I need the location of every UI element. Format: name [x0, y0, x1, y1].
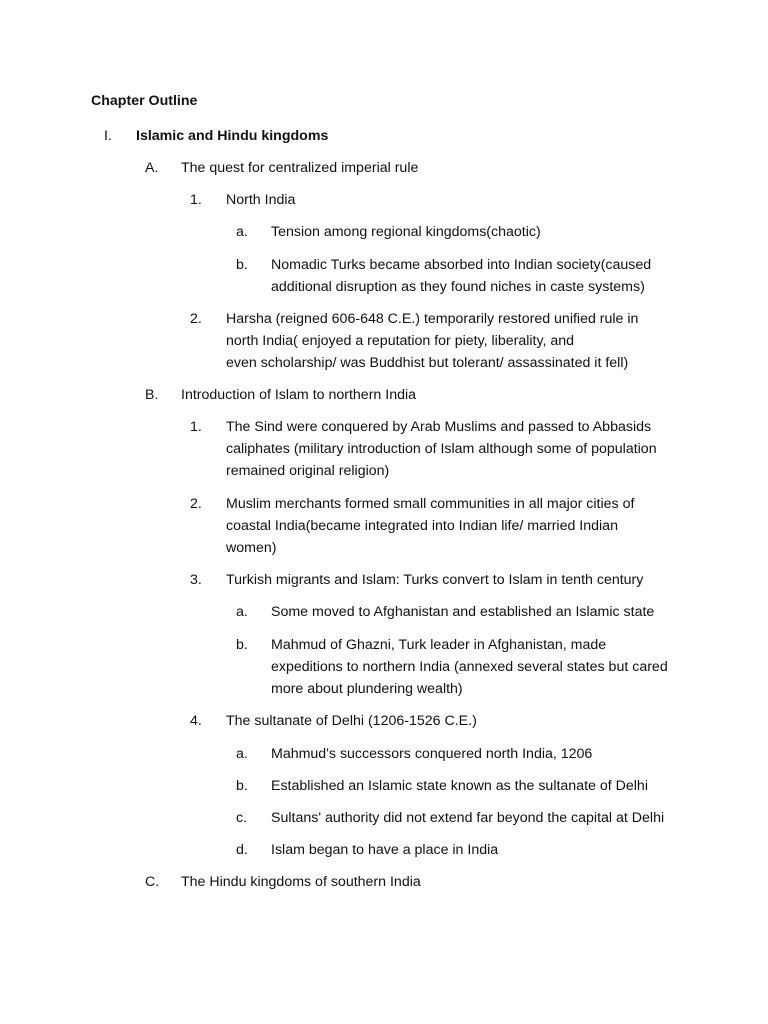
outline-text-line: Sultans' authority did not extend far beyond the capital at Delhi — [271, 810, 665, 826]
outline-marker: 3. — [190, 572, 202, 588]
outline-marker: b. — [236, 257, 248, 273]
outline-text — [226, 493, 696, 559]
outline-text-line: The Sind were conquered by Arab Muslims and passed to Abbasids — [226, 419, 652, 435]
outline-text — [271, 254, 699, 298]
outline-marker: C. — [145, 874, 160, 890]
outline-marker: b. — [236, 778, 248, 794]
outline-text-line: Mahmud of Ghazni, Turk leader in Afghanistan, made — [271, 637, 607, 653]
outline-text — [271, 775, 699, 797]
outline-text — [181, 157, 701, 179]
outline-text — [181, 871, 701, 893]
outline-marker: a. — [236, 746, 248, 762]
outline-text — [226, 189, 696, 211]
outline-text-line: The quest for centralized imperial rule — [181, 160, 419, 176]
outline-text-line: The Hindu kingdoms of southern India — [181, 874, 421, 890]
outline-text — [271, 634, 699, 700]
outline-text — [271, 743, 699, 765]
outline-text-line: Turkish migrants and Islam: Turks convert to Islam in tenth century — [226, 572, 644, 588]
outline-text-line: more about plundering wealth) — [271, 681, 463, 697]
outline-marker: b. — [236, 637, 248, 653]
outline-text-line: Harsha (reigned 606-648 C.E.) temporarily restored unified rule in — [226, 311, 639, 327]
outline-text — [271, 601, 699, 623]
outline-text — [271, 221, 699, 243]
outline-text — [271, 839, 699, 861]
outline-text-line: even scholarship/ was Buddhist but tolerant/ assassinated it fell) — [226, 355, 629, 371]
outline-text-line: additional disruption as they found niches in caste systems) — [271, 279, 645, 295]
outline-marker: I. — [104, 128, 112, 144]
outline-text-line: Established an Islamic state known as the sultanate of Delhi — [271, 778, 648, 794]
outline-text — [226, 710, 696, 732]
outline-text-line: Tension among regional kingdoms(chaotic) — [271, 224, 541, 240]
outline-text-line: Some moved to Afghanistan and established an Islamic state — [271, 604, 655, 620]
outline-marker: 2. — [190, 311, 202, 327]
outline-marker: a. — [236, 604, 248, 620]
outline-text-line: north India( enjoyed a reputation for piety, liberality, and — [226, 333, 575, 349]
outline-text-line: Mahmud's successors conquered north India, 1206 — [271, 746, 593, 762]
outline-text — [226, 308, 696, 374]
outline-text-line: North India — [226, 192, 296, 208]
outline-text-line: The sultanate of Delhi (1206-1526 C.E.) — [226, 713, 477, 729]
outline-text — [136, 125, 696, 147]
outline-marker: a. — [236, 224, 248, 240]
outline-text-line: expeditions to northern India (annexed several states but cared — [271, 659, 668, 675]
outline-text-line: Islamic and Hindu kingdoms — [136, 128, 329, 144]
outline-marker: c. — [236, 810, 248, 826]
outline-text-line: Islam began to have a place in India — [271, 842, 499, 858]
outline-text-line: coastal India(became integrated into Indian life/ married Indian — [226, 518, 618, 534]
outline-marker: 2. — [190, 496, 202, 512]
outline-text-line: Nomadic Turks became absorbed into Indian society(caused — [271, 257, 652, 273]
outline-text-line: caliphates (military introduction of Islam although some of population — [226, 441, 657, 457]
outline-text — [226, 416, 696, 482]
outline-marker: 1. — [190, 419, 202, 435]
outline-marker: A. — [145, 160, 159, 176]
outline-marker: d. — [236, 842, 248, 858]
outline-text-line: remained original religion) — [226, 463, 390, 479]
outline-marker: B. — [145, 387, 159, 403]
outline-text — [226, 569, 696, 591]
outline-marker: 4. — [190, 713, 202, 729]
outline-text — [181, 384, 701, 406]
outline-text-line: Introduction of Islam to northern India — [181, 387, 417, 403]
outline-text-line: women) — [226, 540, 277, 556]
outline-text — [271, 807, 699, 829]
outline-text-line: Muslim merchants formed small communities in all major cities of — [226, 496, 635, 512]
chapter-outline-heading: Chapter Outline — [91, 93, 198, 109]
outline-marker: 1. — [190, 192, 202, 208]
